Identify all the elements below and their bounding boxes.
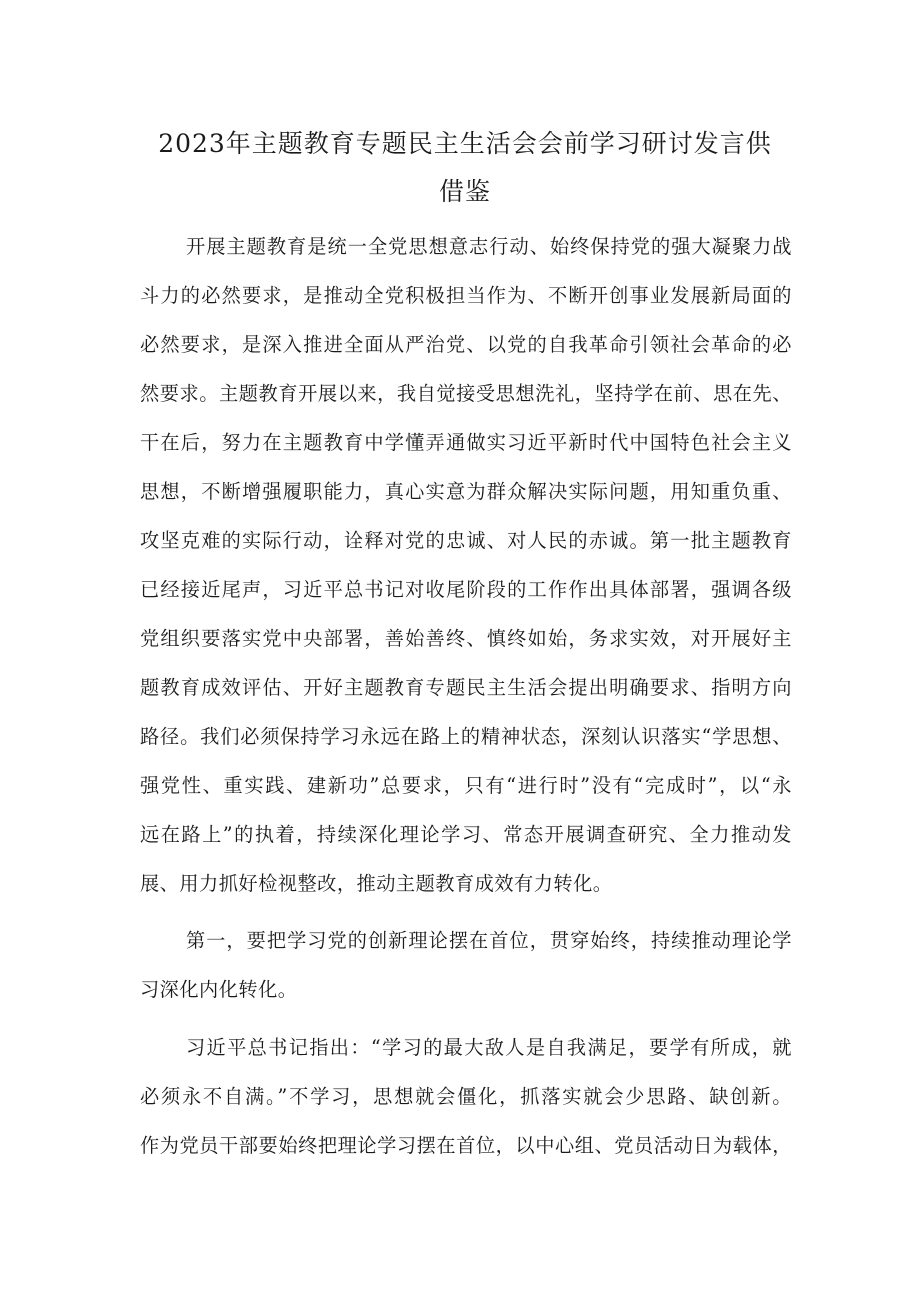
paragraph-1-line-11: 路径。我们必须保持学习永远在路上的精神状态，深刻认识落实“学思想、 [140, 725, 792, 748]
paragraph-3-line-2: 必须永不自满。”不学习，思想就会僵化，抓落实就会少思路、缺创新。 [140, 1085, 792, 1108]
paragraph-2-line-2: 习深化内化转化。 [140, 978, 298, 1001]
document-title-line-2: 借鉴 [438, 177, 491, 206]
paragraph-1-line-9: 党组织要落实党中央部署，善始善终、慎终如始，务求实效，对开展好主 [140, 627, 792, 650]
paragraph-1-line-1: 开展主题教育是统一全党思想意志行动、始终保持党的强大凝聚力战 [186, 235, 792, 258]
paragraph-1-line-7: 攻坚克难的实际行动，诠释对党的忠诚、对人民的赤诚。第一批主题教育 [140, 529, 792, 552]
paragraph-1-line-10: 题教育成效评估、开好主题教育专题民主生活会提出明确要求、指明方向 [140, 676, 792, 699]
paragraph-1-line-4: 然要求。主题教育开展以来，我自觉接受思想洗礼，坚持学在前、思在先、 [140, 382, 792, 405]
paragraph-3-line-1: 习近平总书记指出：“学习的最大敌人是自我满足，要学有所成，就 [186, 1036, 792, 1059]
paragraph-1-line-3: 必然要求，是深入推进全面从严治党、以党的自我革命引领社会革命的必 [140, 333, 792, 356]
paragraph-2-line-1: 第一，要把学习党的创新理论摆在首位，贯穿始终，持续推动理论学 [186, 929, 792, 952]
paragraph-1-line-12: 强党性、重实践、建新功”总要求，只有“进行时”没有“完成时”，以“永 [140, 774, 792, 797]
paragraph-1-line-5: 干在后，努力在主题教育中学懂弄通做实习近平新时代中国特色社会主义 [140, 431, 792, 454]
paragraph-1-line-6: 思想，不断增强履职能力，真心实意为群众解决实际问题，用知重负重、 [140, 480, 792, 503]
paragraph-3-line-3: 作为党员干部要始终把理论学习摆在首位，以中心组、党员活动日为载体， [140, 1134, 792, 1157]
document-title-line-1: 2023年主题教育专题民主生活会会前学习研讨发言供 [158, 129, 772, 158]
paragraph-1-line-14: 展、用力抓好检视整改，推动主题教育成效有力转化。 [140, 872, 613, 895]
paragraph-1-line-2: 斗力的必然要求，是推动全党积极担当作为、不断开创事业发展新局面的 [140, 284, 792, 307]
paragraph-1-line-13: 远在路上”的执着，持续深化理论学习、常态开展调查研究、全力推动发 [140, 823, 792, 846]
paragraph-1-line-8: 已经接近尾声，习近平总书记对收尾阶段的工作作出具体部署，强调各级 [140, 578, 792, 601]
